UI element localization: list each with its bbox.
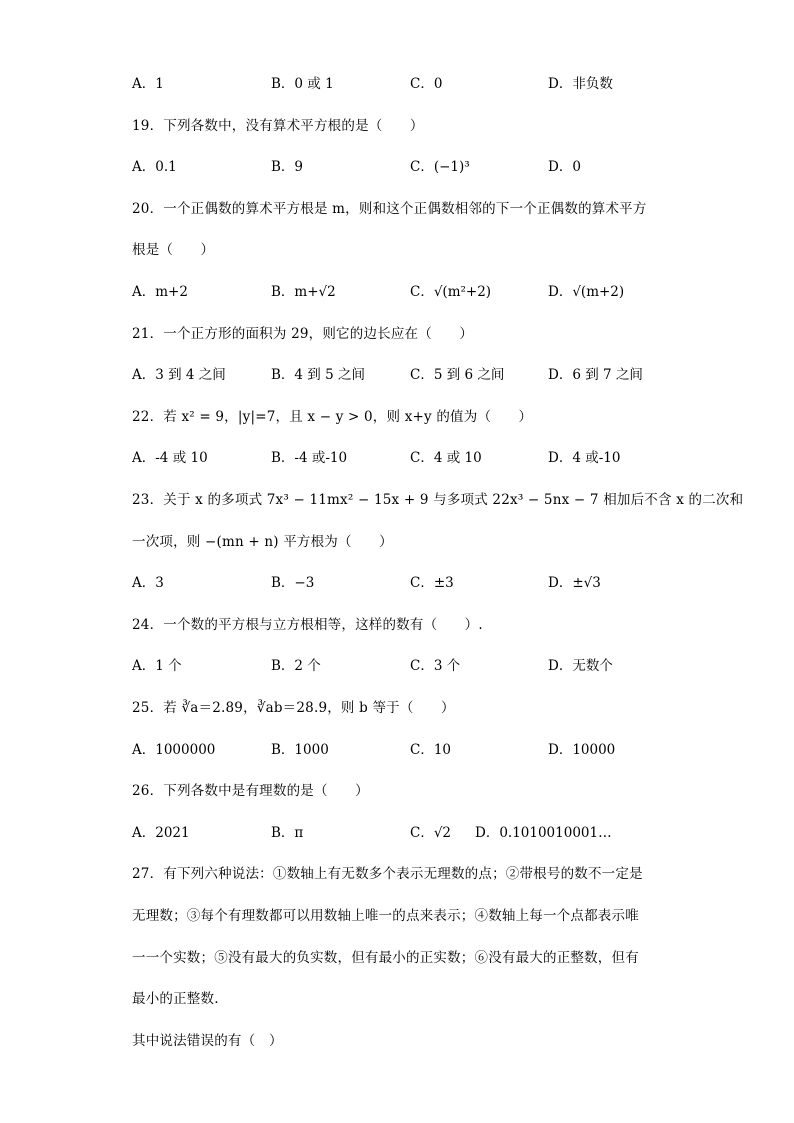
answer-option: A．2021	[132, 824, 190, 841]
answer-option: A．m+2	[132, 284, 188, 300]
answer-option: C．10	[410, 741, 452, 758]
question-line: 最小的正整数.	[132, 991, 219, 1008]
answer-option: D．±√3	[548, 575, 601, 592]
answer-option: C．√2	[410, 824, 452, 841]
answer-option: B．-4 或-10	[271, 450, 348, 467]
answer-option: B．4 到 5 之间	[271, 367, 365, 384]
answer-option: D．10000	[548, 741, 616, 758]
answer-option: D．6 到 7 之间	[548, 367, 643, 384]
answer-option: B．2 个	[271, 658, 321, 675]
answer-option: B．−3	[271, 575, 315, 592]
question-line: 无理数；③每个有理数都可以用数轴上唯一的点来表示；④数轴上每一个点都表示唯	[132, 908, 639, 924]
question-line: 21．一个正方形的面积为 29，则它的边长应在（ ）	[132, 325, 474, 342]
answer-option: C．0	[410, 76, 443, 92]
answer-option: B．9	[271, 159, 304, 176]
question-line: 25．若 ∛a＝2.89，∛ab＝28.9，则 b 等于（ ）	[132, 700, 455, 716]
answer-option: C．(−1)³	[410, 159, 470, 176]
question-line: 26．下列各数中是有理数的是（ ）	[132, 783, 369, 800]
answer-option: D．0.1010010001…	[475, 824, 612, 841]
answer-option: A．0.1	[132, 159, 177, 176]
answer-option: D．4 或-10	[548, 450, 621, 467]
answer-option: A．1	[132, 76, 164, 92]
answer-option: C．3 个	[410, 658, 461, 675]
question-line: 其中说法错误的有（ ）	[132, 1032, 283, 1049]
answer-option: C．√(m²+2)	[410, 284, 492, 300]
question-line: 一一个实数；⑤没有最大的负实数，但有最小的正实数；⑥没有最大的正整数，但有	[132, 949, 639, 966]
answer-option: A．3 到 4 之间	[132, 367, 226, 384]
answer-option: B．0 或 1	[271, 76, 334, 92]
question-line: 27．有下列六种说法：①数轴上有无数多个表示无理数的点；②带根号的数不一定是	[132, 866, 643, 883]
question-line: 23．关于 x 的多项式 7x³ − 11mx² − 15x + 9 与多项式 22x³ − 5nx − 7 相加后不含 x 的二次和	[132, 492, 744, 508]
answer-option: D．√(m+2)	[548, 284, 625, 300]
question-line: 19．下列各数中，没有算术平方根的是（ ）	[132, 117, 424, 134]
answer-option: C．±3	[410, 575, 454, 592]
answer-option: A．-4 或 10	[132, 450, 208, 467]
answer-option: B．π	[271, 824, 304, 841]
answer-option: A．1000000	[132, 741, 216, 758]
answer-option: B．m+√2	[271, 284, 336, 300]
question-line: 24．一个数的平方根与立方根相等，这样的数有（ ）.	[132, 616, 483, 633]
answer-option: B．1000	[271, 741, 329, 758]
answer-option: D．0	[548, 159, 581, 176]
answer-option: D．非负数	[548, 76, 613, 92]
answer-option: D．无数个	[548, 658, 613, 675]
answer-option: A．1 个	[132, 658, 182, 675]
question-line: 一次项，则 −(mn + n) 平方根为（ ）	[132, 533, 393, 550]
answer-option: A．3	[132, 575, 164, 592]
answer-option: C．5 到 6 之间	[410, 367, 505, 384]
question-line: 20．一个正偶数的算术平方根是 m，则和这个正偶数相邻的下一个正偶数的算术平方	[132, 200, 647, 217]
answer-option: C．4 或 10	[410, 450, 482, 467]
question-line: 22．若 x² = 9，|y|=7，且 x − y > 0，则 x+y 的值为（ ）	[132, 408, 533, 425]
question-line: 根是（ ）	[132, 242, 215, 259]
